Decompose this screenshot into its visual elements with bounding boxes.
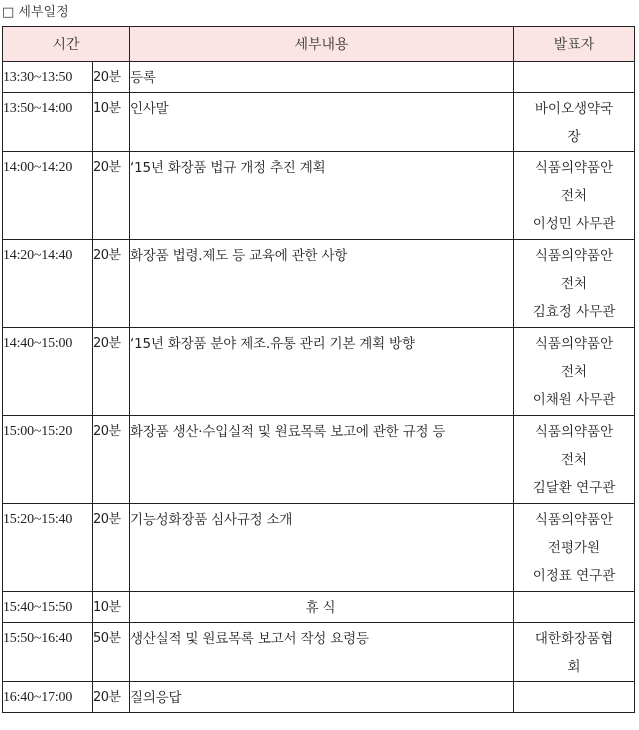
- presenter-line: 대한화장품협: [534, 631, 614, 647]
- row-time: 14:20~14:40: [3, 240, 93, 328]
- schedule-table: [2, 26, 635, 713]
- table-row: [3, 328, 635, 416]
- row-content: 등록: [130, 62, 514, 93]
- presenter-line: 이채원 사무관: [532, 392, 616, 408]
- presenter-line: 식품의약품안: [534, 248, 614, 264]
- section-title: □ 세부일정: [2, 5, 69, 20]
- row-time: 15:20~15:40: [3, 504, 93, 592]
- header-time: 시간: [3, 27, 130, 62]
- table-row: [3, 62, 635, 93]
- row-duration: 20분: [93, 416, 130, 504]
- header-presenter: 발표자: [514, 27, 635, 62]
- row-presenter: [514, 152, 635, 240]
- row-presenter: [514, 504, 635, 592]
- table-row: [3, 152, 635, 240]
- row-time: 13:30~13:50: [3, 62, 93, 93]
- presenter-line: 김효정 사무관: [532, 304, 616, 320]
- presenter-line: 이성민 사무관: [532, 216, 616, 232]
- row-content: ‘15년 화장품 분야 제조.유통 관리 기본 계획 방향: [130, 328, 514, 416]
- row-content: 휴 식: [130, 592, 514, 623]
- row-duration: 20분: [93, 328, 130, 416]
- presenter-line: 이정표 연구관: [532, 568, 616, 584]
- presenter-line: 바이오생약국: [534, 101, 614, 117]
- presenter-line: 전처: [560, 188, 588, 204]
- row-time: 15:00~15:20: [3, 416, 93, 504]
- row-duration: 50분: [93, 623, 130, 682]
- row-time: 15:40~15:50: [3, 592, 93, 623]
- header-content: 세부내용: [130, 27, 514, 62]
- presenter-line: 전처: [560, 364, 588, 380]
- row-content: 화장품 생산·수입실적 및 원료목록 보고에 관한 규정 등: [130, 416, 514, 504]
- table-header-row: [3, 27, 635, 62]
- row-content: 화장품 법령.제도 등 교육에 관한 사항: [130, 240, 514, 328]
- table-row: [3, 504, 635, 592]
- row-time: 16:40~17:00: [3, 682, 93, 713]
- presenter-line: 식품의약품안: [534, 512, 614, 528]
- row-presenter: [514, 416, 635, 504]
- row-time: 14:40~15:00: [3, 328, 93, 416]
- row-presenter: [514, 623, 635, 682]
- row-duration: 20분: [93, 682, 130, 713]
- row-duration: 10분: [93, 93, 130, 152]
- row-content: 인사말: [130, 93, 514, 152]
- row-duration: 20분: [93, 62, 130, 93]
- row-content: ‘15년 화장품 법규 개정 추진 계획: [130, 152, 514, 240]
- table-row: [3, 592, 635, 623]
- row-presenter: [514, 62, 635, 93]
- row-duration: 20분: [93, 504, 130, 592]
- presenter-line: 식품의약품안: [534, 336, 614, 352]
- row-presenter: [514, 93, 635, 152]
- schedule-body: [3, 62, 635, 713]
- row-content: 생산실적 및 원료목록 보고서 작성 요령등: [130, 623, 514, 682]
- table-row: [3, 240, 635, 328]
- table-row: [3, 416, 635, 504]
- presenter-line: 김달환 연구관: [532, 480, 616, 496]
- row-duration: 20분: [93, 240, 130, 328]
- presenter-line: 식품의약품안: [534, 160, 614, 176]
- row-presenter: [514, 240, 635, 328]
- row-duration: 10분: [93, 592, 130, 623]
- presenter-line: 식품의약품안: [534, 424, 614, 440]
- row-presenter: [514, 592, 635, 623]
- row-presenter: [514, 682, 635, 713]
- presenter-line: 전처: [560, 276, 588, 292]
- presenter-line: 전처: [560, 452, 588, 468]
- row-time: 15:50~16:40: [3, 623, 93, 682]
- row-content: 기능성화장품 심사규정 소개: [130, 504, 514, 592]
- table-row: [3, 682, 635, 713]
- row-time: 13:50~14:00: [3, 93, 93, 152]
- row-duration: 20분: [93, 152, 130, 240]
- presenter-line: 장: [567, 129, 581, 145]
- row-time: 14:00~14:20: [3, 152, 93, 240]
- table-row: [3, 623, 635, 682]
- presenter-line: 전평가원: [547, 540, 601, 556]
- row-content: 질의응답: [130, 682, 514, 713]
- table-row: [3, 93, 635, 152]
- row-presenter: [514, 328, 635, 416]
- presenter-line: 회: [567, 659, 581, 675]
